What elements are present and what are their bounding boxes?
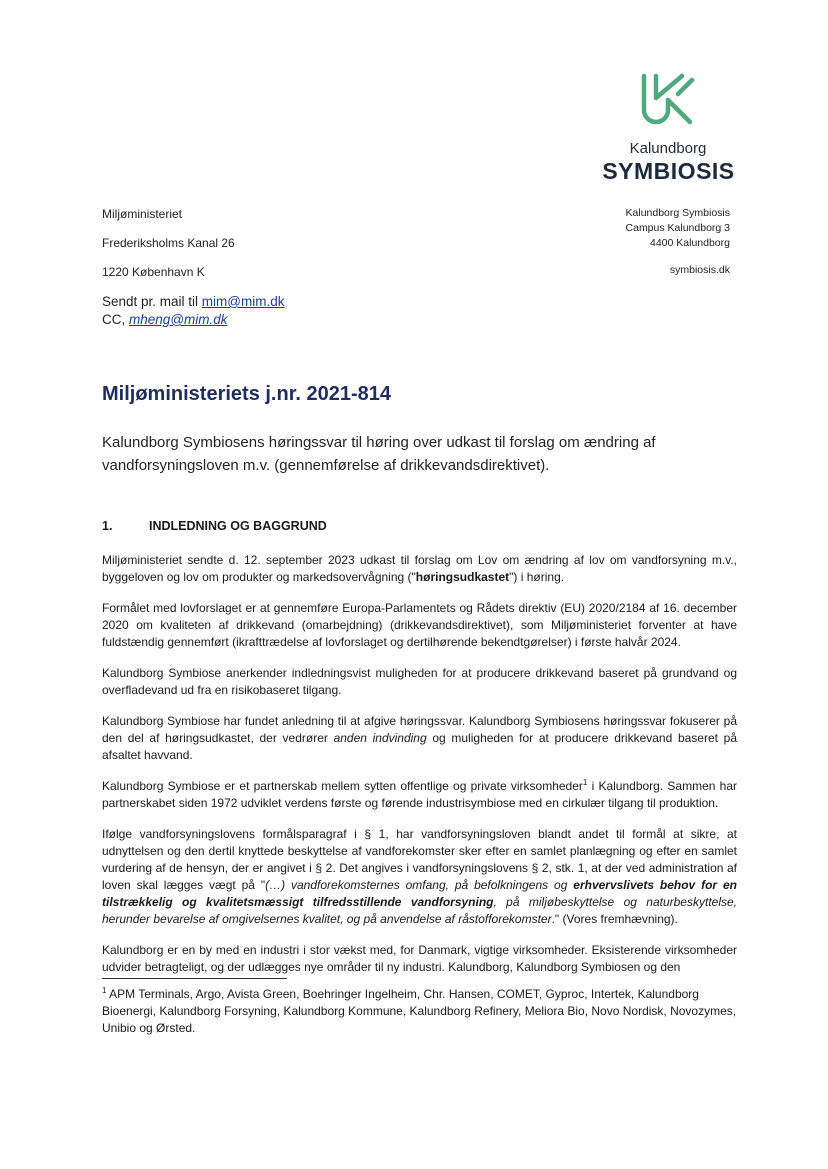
sender-website[interactable]: symbiosis.dk	[669, 264, 730, 276]
paragraph-6-tail: ." (Vores fremhævning).	[551, 912, 678, 926]
footnote-number: 1	[102, 986, 107, 995]
recipient-city: 1220 København K	[102, 265, 205, 279]
sent-prefix: Sendt pr. mail til	[102, 294, 202, 309]
paragraph-1-bold: høringsudkastet	[415, 570, 510, 584]
cc-line	[102, 311, 285, 329]
logo-name: Kalundborg	[629, 140, 707, 157]
recipient-address	[102, 207, 235, 294]
paragraph-3: Kalundborg Symbiose anerkender indledningsvist muligheden for at producere drikkevand baseret på grundvand og overfladevand ud fra en risikobaseret tilgang.	[102, 666, 737, 697]
page-title: Miljøministeriets j.nr. 2021-814	[102, 383, 392, 405]
footnote-marker[interactable]: 1	[582, 778, 588, 787]
paragraph-4	[102, 713, 737, 764]
section-number: 1.	[102, 519, 113, 533]
sent-line	[102, 293, 285, 311]
paragraph-7: Kalundborg er en by med en industri i stor vækst med, for Danmark, vigtige virksomheder. Eksisterende virksomheder udvider betragteligt, og der udlægges nye områder til ny industri. Kalundborg, Kalundborg Symbiosen og den	[102, 943, 737, 974]
footnote-divider	[102, 978, 287, 979]
paragraph-4-italic: anden indvinding	[333, 731, 427, 745]
paragraph-5-text: Kalundborg Symbiose er et partnerskab mellem sytten offentlige og private virksomheder	[102, 779, 583, 793]
paragraph-6-emphasis: erhvervslivets behov for en tilstrækkelig og kvalitetsmæssigt tilfredsstillende vandforsyning	[102, 878, 737, 909]
sender-line-3: 4400 Kalundborg	[650, 237, 730, 249]
footnote	[102, 986, 742, 1037]
kalundborg-k-logo-icon	[638, 70, 698, 128]
paragraph-1	[102, 552, 737, 586]
body-text	[102, 552, 737, 990]
section-title: INDLEDNING OG BAGGRUND	[149, 519, 327, 533]
document-subtitle: Kalundborg Symbiosens høringssvar til høring over udkast til forslag om ændring af vandforsyningsloven m.v. (gennemførelse af drikkevandsdirektivet).	[102, 434, 656, 474]
paragraph-1-tail: ") i høring.	[509, 570, 565, 584]
paragraph-4-tail: og muligheden for at producere drikkevand baseret på afsaltet havvand.	[102, 731, 738, 762]
paragraph-1-text: Miljøministeriet sendte d. 12. september 2023 udkast til forslag om Lov om ændring af lov om vandforsyning m.v., byggeloven og lov om produkter og markedsovervågning ("	[102, 553, 737, 584]
paragraph-6-quote: (…) vandforekomsternes omfang, på befolkningens og	[265, 878, 574, 892]
paragraph-6-quote-cont: , på miljøbeskyttelse og naturbeskyttelse, herunder bevarelse af omgivelsernes kvalitet, og på anvendelse af råstofforekomster	[102, 895, 737, 926]
sent-info	[102, 293, 285, 329]
paragraph-5	[102, 778, 737, 812]
sender-address	[600, 206, 730, 278]
recipient-street: Frederiksholms Kanal 26	[102, 236, 235, 250]
paragraph-6-text: Ifølge vandforsyningslovens formålsparagraf i § 1, har vandforsyningsloven blandt andet til formål at sikre, at udnyttelsen og den dertil knyttede beskyttelse af vandforekomster sker efter en samlet planlægning og efter en samlet vurdering af de hensyn, der er angivet i § 2. Det angives i vandforsyningslovens § 2, stk. 1, at der ved administration af loven skal lægges vægt på "	[102, 827, 737, 892]
footnote-text: APM Terminals, Argo, Avista Green, Boehringer Ingelheim, Chr. Hansen, COMET, Gyproc, Intertek, Kalundborg Bioenergi, Kalundborg Forsyning, Kalundborg Kommune, Kalundborg Refinery, Meliora Bio, Novo Nordisk, Novozymes, Unibio og Ørsted.	[102, 987, 737, 1035]
paragraph-6	[102, 826, 737, 928]
sender-line-2: Campus Kalundborg 3	[625, 222, 730, 234]
paragraph-5-tail: i Kalundborg. Sammen har partnerskabet siden 1972 udviklet verdens første og førende industrisymbiose med en cirkulær tilgang til produktion.	[102, 779, 737, 810]
recipient-name: Miljøministeriet	[102, 207, 183, 221]
sender-line-1: Kalundborg Symbiosis	[625, 207, 730, 219]
cc-prefix: CC,	[102, 312, 129, 327]
paragraph-2: Formålet med lovforslaget er at gennemføre Europa-Parlamentets og Rådets direktiv (EU) 2020/2184 af 16. december 2020 om kvaliteten af drikkevand (omarbejdning) (drikkevandsdirektivet), som Miljøministeriet forventer at have fuldstændig gennemført (ikrafttrædelse af lovforslaget og dertilhørende bekendtgørelser) i første halvår 2024.	[102, 601, 737, 649]
logo-wordmark: SYMBIOSIS	[602, 158, 735, 184]
paragraph-4-text: Kalundborg Symbiose har fundet anledning til at afgive høringssvar. Kalundborg Symbiosens høringssvar fokuserer på den del af høringsudkastet, der vedrører	[102, 714, 737, 745]
recipient-email-link[interactable]: mim@mim.dk	[201, 294, 285, 309]
cc-email-link[interactable]: mheng@mim.dk	[129, 312, 228, 327]
section-heading	[102, 519, 327, 533]
